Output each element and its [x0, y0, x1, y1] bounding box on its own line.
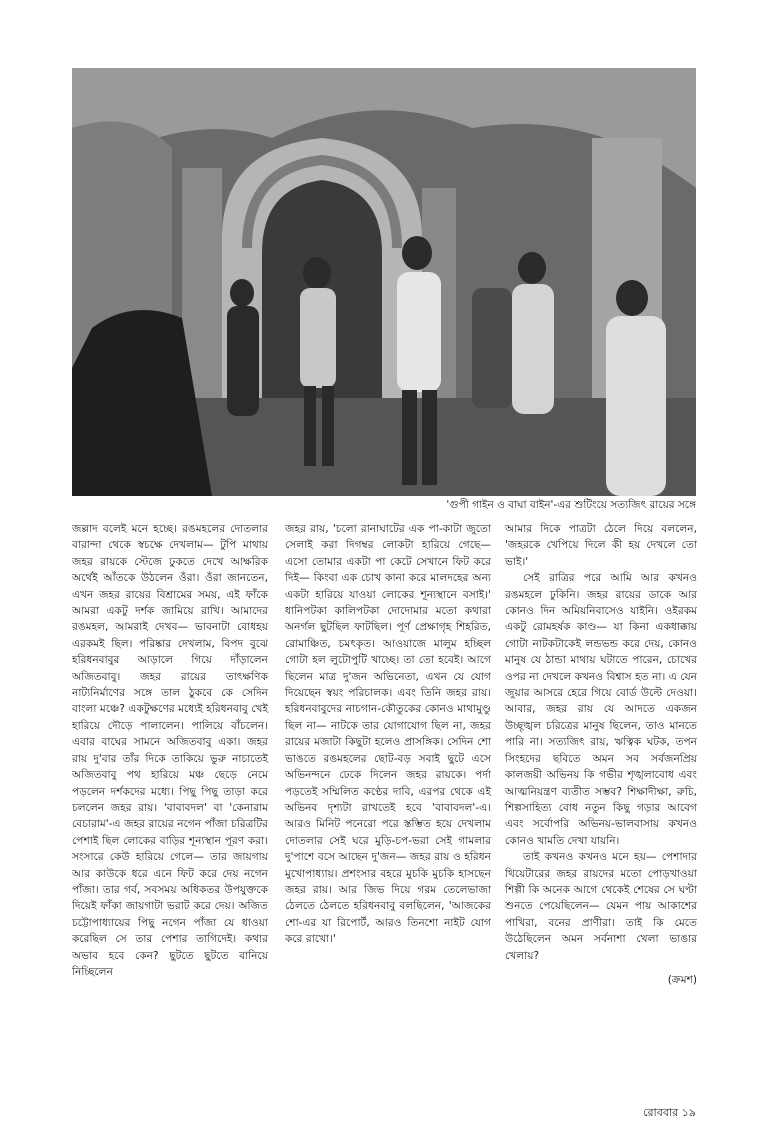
article-column-3	[505, 521, 697, 988]
paragraph: সেই রাত্রির পরে আমি আর কখনও রঙমহলে ঢুকিনি। জহর রায়ের ডাকে আর কোনও দিন অমিয়নিবাসেও যাইনি। ওইরকম একটু রোমহর্ষক কাণ্ড— যা কিনা একধাক্কায় গোটা নাটকটাকেই লন্ডভন্ড করে দেয়, কোনও মানুষ যে ঠান্ডা মাথায় ঘটাতে পারেন, চোখের ওপর না দেখলে কখনও বিশ্বাস হত না। এ যেন জুয়ার আসরে হেরে গিয়ে বোর্ড উল্টে দেওয়া। আবার, জহর রায় যে আদতে একজন উচ্ছৃঙ্খল চরিত্রের মানুষ ছিলেন, তাও মানতে পারি না। সত্যজিৎ রায়, ঋত্বিক ঘটক, তপন সিংহদের ছবিতে অমন সব সর্বজনপ্রিয় কালজয়ী অভিনয় কি গভীর শৃঙ্খলাবোধ এবং আত্মনিয়ন্ত্রণ ব্যতীত সম্ভব? শিক্ষাদীক্ষা, রুচি, শিল্পসাহিত্য বোধ নতুন কিছু গড়ার আবেগ এবং সর্বোপরি অভিনয়-ভালবাসায় কখনও কোনও খামতি দেখা যায়নি।	[505, 572, 697, 847]
article-column-2	[285, 521, 491, 948]
film-still-illustration	[72, 68, 696, 496]
photo-caption: 'গুপী গাইন ও বাঘা বাইন'-এর শুটিংয়ে সত্যজিৎ রায়ের সঙ্গে	[446, 499, 696, 511]
paragraph: তাই কখনও কখনও মনে হয়— পেশাদার থিয়েটারের জহর রায়দের মতো পোড়খাওয়া শিল্পী কি অনেক আগে থেকেই শেষের সে ঘণ্টা শুনতে পেয়েছিলেন— যেমন পায় আকাশের পাখিরা, বনের প্রাণীরা। তাই কি মেতে উঠেছিলেন অমন সর্বনাশা খেলা ভাঙার খেলায়?	[505, 851, 697, 962]
page-folio: রোববার ১৯	[643, 1106, 696, 1119]
paragraph: জল্লাদ বলেই মনে হচ্ছে। রঙমহলের দোতলার বারান্দা থেকে স্বচক্ষে দেখলাম— টুপি মাথায় জহর রায়কে স্টেজে ঢুকতে দেখে আক্ষরিক অর্থেই আঁতকে উঠলেন ওঁরা। ওঁরা জানতেন, এখন জহর রায়ের বিশ্রামের সময়, এই ফাঁকে আমরা একটু দর্শক জামিয়ে রাখি। আমাদের রঙমহল, আমরাই দেখব— ভাবনাটা বোধহয় এরকমই ছিল। পরিষ্কার দেখলাম, বিপদ বুঝে হরিধনবাবুর আড়ালে গিয়ে দাঁড়ালেন অজিতবাবু। জহর রায়ের তাৎক্ষণিক নাট্যনির্মাণের সঙ্গে তাল ঠুকবে কে সেদিন বাংলা মঞ্চে? একটুক্ষণের মধ্যেই হরিধনবাবু খেই হারিয়ে দৌড়ে পালালেন। পালিয়ে বাঁচলেন। এবার বাঘের সামনে অজিতবাবু একা। জহর রায় দু'বার তাঁর দিকে তাকিয়ে ভুরু নাচাতেই অজিতবাবু পথ হারিয়ে মঞ্চ ছেড়ে নেমে পড়লেন দর্শকদের মধ্যে। পিছু পিছু তাড়া করে চললেন জহর রায়। 'বাবাবদল' বা 'কেনারাম বেচারাম'-এ জহর রায়ের নগেন পাঁজা চরিত্রটির পেশাই ছিল লোকের বাড়ির শূন্যস্থান পূরণ করা। সংসারে কেউ হারিয়ে গেলে— তার জায়গায় আর কাউকে ধরে এনে ফিট করে দেয় নগেন পাঁজা। তার গর্ব, সবসময় অধিকতর উপযুক্তকে দিয়েই ফাঁকা জায়গাটা ভরাট করে দেয়। অজিত চট্টোপাধ্যায়ের পিছু নগেন পাঁজা যে ধাওয়া করেছিল সে তার পেশার তাগিদেই। কথার অভাব হবে কেন? ছুটতে ছুটতে বানিয়ে নিচ্ছিলেন	[72, 523, 268, 978]
paragraph: জহর রায়, 'চলো রানাঘাটের এক পা-কাটা জুতো সেলাই করা দিগম্বর লোকটা হারিয়ে গেছে— এসো তোমার একটা পা কেটে সেখানে ফিট করে দিই— কিংবা এক চোখ কানা করে মালদহের অন্য একটা হারিয়ে যাওয়া লোকের শূন্যস্থানে বসাই।' ধানিপটকা কালিপটকা দোদোমার মতো কথারা অনর্গল ছুটছিল ফাটছিল। পূর্ণ প্রেক্ষাগৃহ শিহরিত, রোমাঞ্চিত, চমৎকৃত। আওয়াজে মালুম হচ্ছিল গোটা হল লুটোপুটি খাচ্ছে। তা তো হবেই। আগে ছিলেন মাত্র দু'জন অভিনেতা, এখন যে যোগ দিয়েছেন স্বয়ং পরিচালক। এবং তিনি জহর রায়। হরিধনবাবুদের নাচগান-কৌতুকের কোনও মাথামুণ্ডু ছিল না— নাটকে তার যোগাযোগ ছিল না, জহর রায়ের মজাটা কিছুটা হলেও প্রাসঙ্গিক। সেদিন শো ভাঙতে রঙমহলের ছোট-বড় সবাই ছুটে এসে অভিনন্দনে ঢেকে দিলেন জহর রায়কে। পর্দা পড়তেই সম্মিলিত কণ্ঠের দাবি, এরপর থেকে এই অভিনব দৃশ্যটা রাখতেই হবে 'বাবাবদল'-এ। আরও মিনিট পনেরো পরে স্তম্ভিত হয়ে দেখলাম দোতলার সেই ঘরে মুড়ি-চপ-ভরা সেই গামলার দু'পাশে বসে আছেন দু'জন— জহর রায় ও হরিধন মুখোপাধ্যায়। প্রশংসার বহরে মুচকি মুচকি হাসছেন জহর রায়। আর জিভ দিয়ে গরম তেলেভাজা ঠেলতে ঠেলতে হরিধনবাবু বলছিলেন, 'আজকের শো-এর যা রিপোর্ট, আরও তিনশো নাইট যোগ করে রাখো।'	[285, 523, 491, 946]
paragraph: আমার দিকে পাত্রটা ঠেলে দিয়ে বললেন, 'জহরকে খেপিয়ে দিলে কী হয় দেখলে তো ভাই।'	[505, 523, 697, 568]
continued-marker: (ক্রমশ)	[667, 973, 697, 986]
film-still-photo	[72, 68, 696, 496]
article-column-1	[72, 521, 268, 980]
